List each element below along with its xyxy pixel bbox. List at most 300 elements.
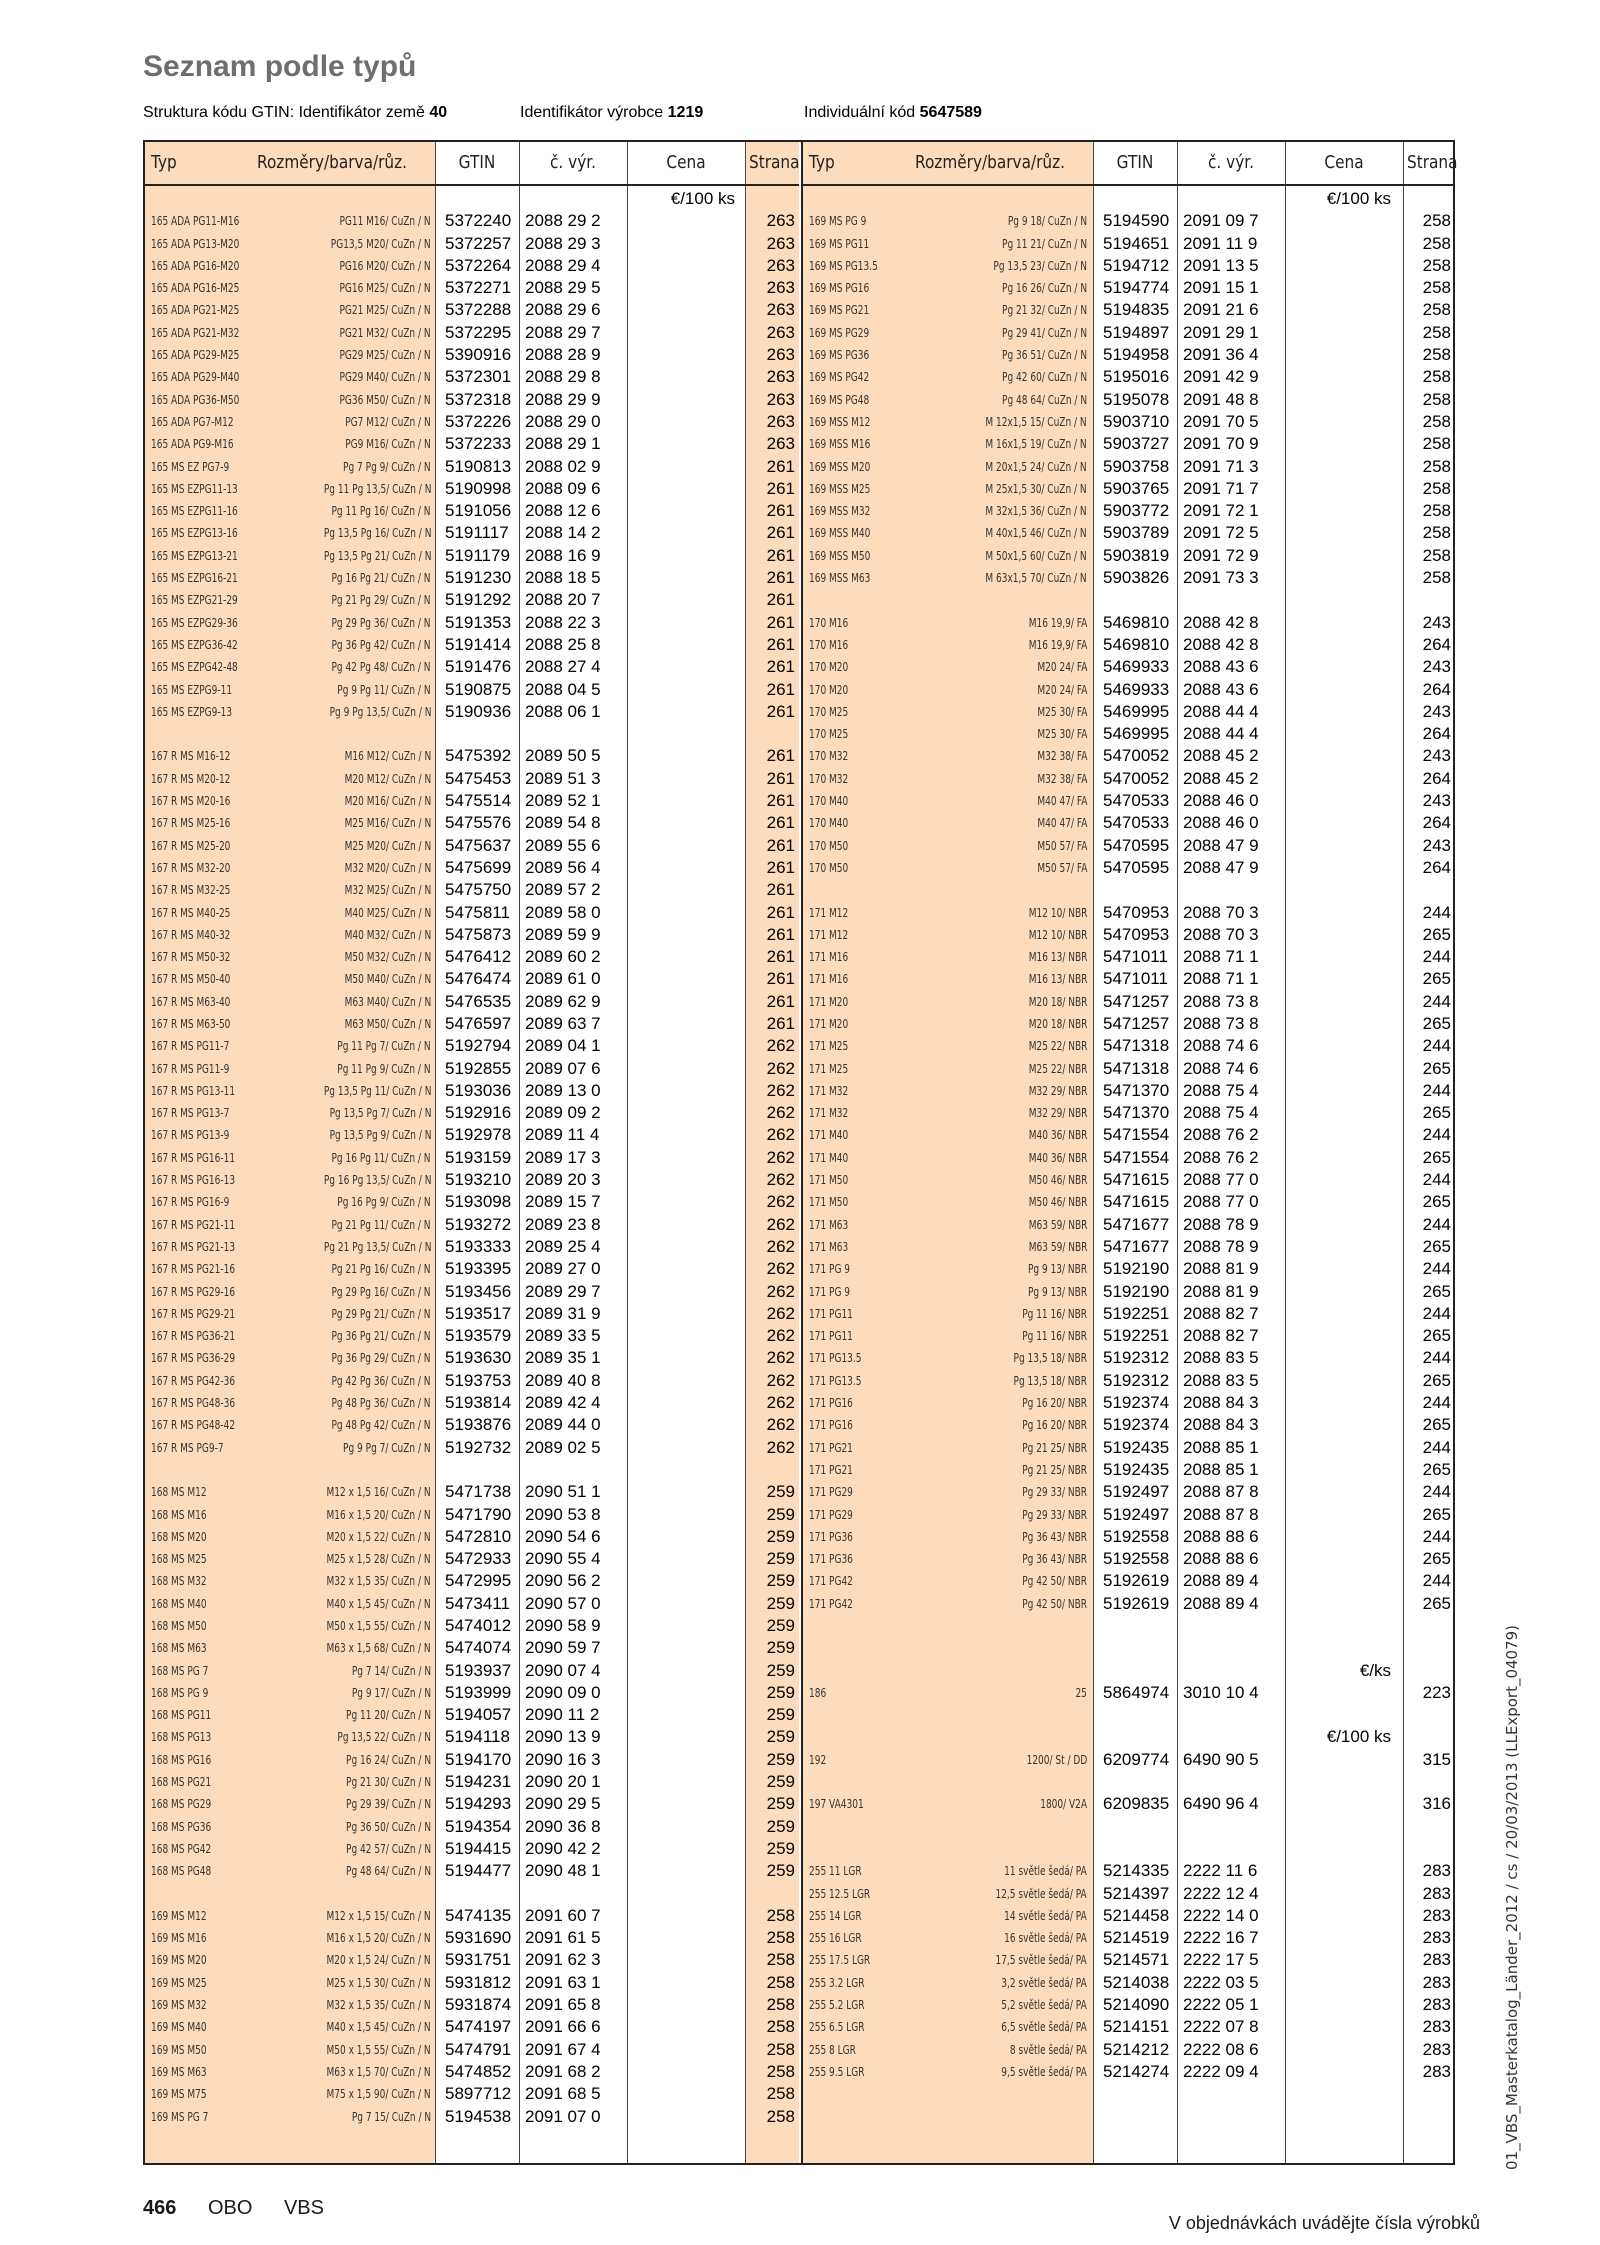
cell-cislo-vyrobku: 2088 14 2 [525, 523, 601, 543]
cell-cislo-vyrobku: 2088 43 6 [1183, 657, 1259, 677]
cell-cislo-vyrobku: 2222 17 5 [1183, 1950, 1259, 1970]
cell-typ: 167 R MS M63-50 [151, 1015, 231, 1031]
cell-cislo-vyrobku: 2089 27 0 [525, 1259, 601, 1279]
cell-typ: 168 MS M50 [151, 1618, 207, 1633]
cell-strana: 261 [766, 902, 795, 922]
cell-rozmery: 6,5 světle šedá/ PA [1001, 2019, 1087, 2035]
cell-rozmery: M50 57/ FA [1037, 859, 1087, 875]
table-row [145, 810, 799, 832]
table-row [803, 543, 1455, 565]
cell-typ: 255 11 LGR [809, 1863, 862, 1879]
cell-strana: 259 [766, 1727, 795, 1747]
cell-typ: 255 6.5 LGR [809, 2019, 865, 2035]
table-row [145, 632, 799, 654]
table-row [803, 2059, 1455, 2081]
cell-cislo-vyrobku: 2088 29 7 [525, 322, 601, 342]
cell-rozmery: Pg 36 Pg 29/ CuZn / N [331, 1350, 431, 1366]
cell-cislo-vyrobku: 2222 16 7 [1183, 1928, 1259, 1948]
cell-cislo-vyrobku: 2088 04 5 [525, 679, 601, 699]
table-row [145, 520, 799, 542]
table-row [145, 1345, 799, 1367]
cell-cislo-vyrobku: 2088 85 1 [1183, 1459, 1259, 1479]
cell-strana: 283 [1422, 1861, 1451, 1881]
table-row [145, 1724, 799, 1746]
cell-strana: 265 [1422, 1058, 1451, 1078]
cell-strana: 259 [766, 1861, 795, 1881]
table-row [145, 565, 799, 587]
cell-rozmery: Pg 9 13/ NBR [1027, 1261, 1087, 1277]
cell-cislo-vyrobku: 2089 59 9 [525, 924, 601, 944]
cell-strana: 261 [766, 657, 795, 677]
cell-gtin: 5193630 [445, 1348, 512, 1368]
cell-rozmery: 14 světle šedá/ PA [1004, 1907, 1087, 1923]
cell-typ: 165 ADA PG29-M40 [151, 369, 240, 385]
cell-strana: 262 [766, 1103, 795, 1123]
table-row [145, 1301, 799, 1323]
cell-cislo-vyrobku: 2088 89 4 [1183, 1571, 1259, 1591]
cell-strana: 261 [766, 501, 795, 521]
cell-cislo-vyrobku: 6490 90 5 [1183, 1749, 1259, 1769]
table-row [803, 1435, 1455, 1457]
cell-cislo-vyrobku: 2089 23 8 [525, 1214, 601, 1234]
cell-cislo-vyrobku: 2222 12 4 [1183, 1883, 1259, 1903]
table-row [803, 1591, 1455, 1613]
cell-typ: 169 MSS M12 [809, 413, 871, 429]
table-row [145, 1479, 799, 1501]
cell-typ: 168 MS M20 [151, 1528, 207, 1544]
cell-cislo-vyrobku: 2091 65 8 [525, 1995, 601, 2015]
cell-typ: 171 M63 [809, 1238, 849, 1254]
cell-strana: 258 [766, 1995, 795, 2015]
table-row [803, 1056, 1455, 1078]
cell-cislo-vyrobku: 2088 25 8 [525, 634, 601, 654]
cell-cislo-vyrobku: 2088 12 6 [525, 501, 601, 521]
cell-rozmery: M63 M40/ CuZn / N [344, 993, 431, 1009]
cell-typ: 167 R MS PG21-16 [151, 1261, 236, 1277]
cell-gtin: 5194057 [445, 1705, 512, 1725]
cell-strana: 259 [766, 1482, 795, 1502]
table-row [145, 855, 799, 877]
cell-strana: 258 [1422, 345, 1451, 365]
cell-rozmery: 11 světle šedá/ PA [1004, 1863, 1087, 1879]
cell-rozmery: M16 19,9/ FA [1028, 636, 1087, 652]
cell-strana: 259 [766, 1638, 795, 1658]
cell-rozmery: Pg 36 Pg 21/ CuZn / N [331, 1328, 431, 1344]
cell-gtin: 5471554 [1103, 1147, 1170, 1167]
cell-gtin: 5475392 [445, 746, 512, 766]
table-row [145, 1145, 799, 1167]
cell-rozmery: PG16 M25/ CuZn / N [339, 280, 431, 296]
cell-rozmery: Pg 7 Pg 9/ CuZn / N [343, 458, 431, 474]
table-row [803, 877, 1455, 899]
cell-strana: 315 [1422, 1749, 1451, 1769]
table-row [145, 476, 799, 498]
cell-rozmery: M32 x 1,5 35/ CuZn / N [326, 1997, 431, 2013]
cell-gtin: 5470953 [1103, 924, 1170, 944]
cell-cislo-vyrobku: 2088 85 1 [1183, 1437, 1259, 1457]
cell-rozmery: Pg 11 Pg 16/ CuZn / N [331, 503, 431, 519]
cell-strana: 261 [766, 523, 795, 543]
cell-gtin: 5191292 [445, 590, 512, 610]
cell-cislo-vyrobku: 2088 89 4 [1183, 1593, 1259, 1613]
cell-strana: 262 [766, 1393, 795, 1413]
cell-typ: 170 M20 [809, 659, 849, 675]
cell-strana: 258 [766, 2017, 795, 2037]
cell-gtin: 5469933 [1103, 679, 1170, 699]
cell-strana: 258 [766, 1928, 795, 1948]
table-row [803, 989, 1455, 1011]
cell-gtin: 5897712 [445, 2084, 512, 2104]
cell-typ: 255 14 LGR [809, 1907, 862, 1923]
cell-typ: 165 ADA PG16-M25 [151, 280, 240, 296]
cell-cislo-vyrobku: 2089 04 1 [525, 1036, 601, 1056]
cell-typ: 169 MS M16 [151, 1930, 207, 1946]
cell-rozmery: PG16 M20/ CuZn / N [339, 257, 431, 273]
cell-strana: 283 [1422, 2061, 1451, 2081]
cell-cislo-vyrobku: 2088 29 1 [525, 434, 601, 454]
cell-strana: 263 [766, 233, 795, 253]
cell-typ: 167 R MS M32-20 [151, 859, 231, 875]
header-cena: Cena [1324, 152, 1364, 173]
cell-rozmery: Pg 11 Pg 13,5/ CuZn / N [323, 480, 431, 496]
table-row [803, 297, 1455, 319]
cell-strana: 263 [766, 211, 795, 231]
cell-typ: 168 MS PG36 [151, 1818, 212, 1834]
cell-gtin: 5192497 [1103, 1504, 1170, 1524]
cell-rozmery: Pg 7 15/ CuZn / N [351, 2108, 431, 2124]
cell-cislo-vyrobku: 2091 63 1 [525, 1972, 601, 1992]
table-row [145, 1702, 799, 1724]
cell-gtin: 5475699 [445, 857, 512, 877]
table-row [145, 454, 799, 476]
cell-rozmery: 5,2 světle šedá/ PA [1001, 1997, 1087, 2013]
cell-cislo-vyrobku: 2091 07 0 [525, 2106, 601, 2126]
cell-cislo-vyrobku: 2088 45 2 [1183, 768, 1259, 788]
cell-typ: 171 M40 [809, 1127, 849, 1143]
cell-typ: 167 R MS PG29-16 [151, 1283, 236, 1299]
cell-cislo-vyrobku: 2091 09 7 [1183, 211, 1259, 231]
cell-rozmery: M 40x1,5 46/ CuZn / N [985, 525, 1087, 541]
cell-typ: 165 MS EZPG13-16 [151, 525, 238, 541]
table-row [803, 1234, 1455, 1256]
cell-cislo-vyrobku: 2088 81 9 [1183, 1259, 1259, 1279]
table-row [145, 208, 799, 230]
cell-strana: 264 [1422, 724, 1451, 744]
header-strana: Strana [1407, 152, 1458, 173]
table-row [145, 275, 799, 297]
cell-rozmery: M16 M12/ CuZn / N [344, 748, 431, 764]
page-title: Seznam podle typů [143, 50, 417, 83]
table-row [145, 1769, 799, 1791]
cell-cislo-vyrobku: 2089 61 0 [525, 969, 601, 989]
cell-gtin: 5372233 [445, 434, 512, 454]
cell-rozmery: M12 10/ NBR [1028, 904, 1087, 920]
cell-rozmery: 3,2 světle šedá/ PA [1001, 1974, 1087, 1990]
cell-rozmery: Pg 16 Pg 21/ CuZn / N [331, 570, 431, 586]
cell-cislo-vyrobku: 2088 29 6 [525, 300, 601, 320]
table-row [145, 699, 799, 721]
cell-cislo-vyrobku: 2088 29 8 [525, 367, 601, 387]
cell-typ: 171 M16 [809, 971, 849, 987]
table-row [145, 1122, 799, 1144]
cell-typ: 167 R MS M25-20 [151, 837, 231, 853]
table-row [145, 1390, 799, 1412]
cell-strana: 259 [766, 1593, 795, 1613]
cell-typ: 169 MS M32 [151, 1997, 207, 2013]
cell-strana: 261 [766, 568, 795, 588]
cell-gtin: 5471257 [1103, 991, 1170, 1011]
gtin-manufacturer-label: Identifikátor výrobce [520, 104, 664, 121]
cell-gtin: 5476597 [445, 1013, 512, 1033]
cell-cislo-vyrobku: 2091 68 5 [525, 2084, 601, 2104]
cell-typ: 171 PG29 [809, 1506, 853, 1522]
cell-cislo-vyrobku: 2088 84 3 [1183, 1393, 1259, 1413]
cell-strana: 258 [766, 1905, 795, 1925]
cell-cislo-vyrobku: 2088 06 1 [525, 701, 601, 721]
cell-gtin: 5903765 [1103, 478, 1170, 498]
cell-rozmery: Pg 9 17/ CuZn / N [351, 1684, 431, 1700]
cell-strana: 283 [1422, 2017, 1451, 2037]
cell-typ: 168 MS M40 [151, 1595, 207, 1611]
table-row [145, 409, 799, 431]
cell-strana: 258 [1422, 367, 1451, 387]
table-row [145, 1836, 799, 1858]
cell-typ: 167 R MS PG16-9 [151, 1194, 230, 1210]
table-row [803, 454, 1455, 476]
table-row [803, 565, 1455, 587]
page-number: 466 [143, 2197, 177, 2219]
cell-strana: 258 [1422, 389, 1451, 409]
table-row [145, 989, 799, 1011]
table-row [145, 922, 799, 944]
cell-rozmery: 1200/ St / DD [1026, 1751, 1087, 1767]
cell-rozmery: M25 x 1,5 28/ CuZn / N [326, 1551, 431, 1567]
cell-rozmery: M63 59/ NBR [1028, 1216, 1087, 1232]
cell-cislo-vyrobku: 2090 54 6 [525, 1526, 601, 1546]
header-cislo-vyrobku: č. výr. [1207, 152, 1255, 173]
cell-gtin: 5214458 [1103, 1905, 1170, 1925]
table-row [803, 743, 1455, 765]
cell-cislo-vyrobku: 2090 51 1 [525, 1482, 601, 1502]
rows-right [803, 186, 1455, 2081]
cell-rozmery: Pg 9 Pg 11/ CuZn / N [337, 681, 431, 697]
cell-cislo-vyrobku: 2091 61 5 [525, 1928, 601, 1948]
table-row [145, 2104, 799, 2126]
cell-rozmery: 9,5 světle šedá/ PA [1001, 2063, 1087, 2079]
cell-rozmery: Pg 11 Pg 9/ CuZn / N [337, 1060, 431, 1076]
cell-strana: 258 [1422, 434, 1451, 454]
table-row [803, 1680, 1455, 1702]
cell-rozmery: M50 M32/ CuZn / N [344, 949, 431, 965]
cell-cislo-vyrobku: 2088 76 2 [1183, 1125, 1259, 1145]
cell-cislo-vyrobku: 2090 42 2 [525, 1838, 601, 1858]
cell-gtin: 5191230 [445, 568, 512, 588]
cell-typ: 170 M40 [809, 815, 849, 831]
cell-cislo-vyrobku: 2088 47 9 [1183, 835, 1259, 855]
cell-gtin: 5191117 [445, 523, 509, 543]
cell-gtin: 5372226 [445, 411, 512, 431]
cell-strana: 261 [766, 679, 795, 699]
cell-cislo-vyrobku: 2089 40 8 [525, 1370, 601, 1390]
cell-typ: 167 R MS M32-25 [151, 882, 231, 898]
cell-strana: 262 [766, 1370, 795, 1390]
cell-strana: 259 [766, 1794, 795, 1814]
table-panel-left [145, 142, 799, 2163]
cell-cislo-vyrobku: 2090 09 0 [525, 1682, 601, 1702]
cell-rozmery: M50 46/ NBR [1028, 1194, 1087, 1210]
table-row [145, 320, 799, 342]
cell-gtin: 5190936 [445, 701, 512, 721]
gtin-structure-label: Struktura kódu GTIN: Identifikátor země [143, 104, 425, 121]
cell-rozmery: M32 29/ NBR [1028, 1082, 1087, 1098]
cell-cislo-vyrobku: 2089 02 5 [525, 1437, 601, 1457]
cell-gtin: 5190998 [445, 478, 512, 498]
cell-gtin: 5193937 [445, 1660, 512, 1680]
cell-gtin: 5474074 [445, 1638, 512, 1658]
table-row [803, 966, 1455, 988]
cell-strana: 262 [766, 1348, 795, 1368]
cell-rozmery: Pg 48 Pg 36/ CuZn / N [331, 1395, 431, 1411]
cell-strana: 258 [1422, 278, 1451, 298]
cell-gtin: 5471257 [1103, 1013, 1170, 1033]
cell-strana: 262 [766, 1058, 795, 1078]
cell-gtin: 5470052 [1103, 768, 1170, 788]
cell-gtin: 5470052 [1103, 746, 1170, 766]
cell-typ: 169 MS M20 [151, 1952, 207, 1968]
cell-gtin: 5474135 [445, 1905, 512, 1925]
cell-strana: 265 [1422, 1013, 1451, 1033]
cell-strana: 265 [1422, 1103, 1451, 1123]
cell-typ: 165 ADA PG11-M16 [151, 213, 240, 229]
cell-strana: 244 [1422, 947, 1451, 967]
table-row [803, 788, 1455, 810]
cell-gtin: 5475453 [445, 768, 512, 788]
header-cena: Cena [666, 152, 706, 173]
cell-rozmery: M40 M32/ CuZn / N [344, 926, 431, 942]
table-row [145, 766, 799, 788]
cell-strana: 258 [1422, 300, 1451, 320]
cell-strana: 258 [766, 2106, 795, 2126]
cell-strana: 261 [766, 456, 795, 476]
cell-cislo-vyrobku: 2088 29 2 [525, 211, 601, 231]
cell-strana: 263 [766, 345, 795, 365]
cell-cislo-vyrobku: 2088 70 3 [1183, 902, 1259, 922]
table-row [803, 342, 1455, 364]
cell-cislo-vyrobku: 2088 83 5 [1183, 1370, 1259, 1390]
table-row [803, 1613, 1455, 1635]
cell-rozmery: Pg 9 18/ CuZn / N [1007, 213, 1087, 229]
cell-cislo-vyrobku: 2088 83 5 [1183, 1348, 1259, 1368]
cell-strana: 261 [766, 857, 795, 877]
cell-rozmery: Pg 16 Pg 9/ CuZn / N [337, 1194, 431, 1210]
cell-typ: 167 R MS PG13-11 [151, 1082, 236, 1098]
cell-strana: 261 [766, 746, 795, 766]
cell-strana: 244 [1422, 1393, 1451, 1413]
cell-rozmery: M32 29/ NBR [1028, 1105, 1087, 1121]
cell-cislo-vyrobku: 2091 72 1 [1183, 501, 1259, 521]
cell-rozmery: Pg 36 Pg 42/ CuZn / N [331, 636, 431, 652]
table-row [145, 944, 799, 966]
cell-strana: 258 [766, 2061, 795, 2081]
cell-rozmery: Pg 29 Pg 16/ CuZn / N [331, 1283, 431, 1299]
cell-rozmery: M20 x 1,5 22/ CuZn / N [326, 1528, 431, 1544]
cell-rozmery: Pg 29 39/ CuZn / N [345, 1796, 431, 1812]
table-row [145, 677, 799, 699]
table-row [145, 1368, 799, 1390]
table-row [803, 387, 1455, 409]
cell-strana: 259 [766, 1660, 795, 1680]
cell-gtin: 5475514 [445, 791, 512, 811]
cell-cislo-vyrobku: 2088 70 3 [1183, 924, 1259, 944]
cell-gtin: 5192732 [445, 1437, 512, 1457]
cell-gtin: 5194712 [1103, 255, 1170, 275]
cell-strana: 244 [1422, 1080, 1451, 1100]
cell-strana: 244 [1422, 1437, 1451, 1457]
cell-cislo-vyrobku: 2222 05 1 [1183, 1995, 1259, 2015]
cell-gtin: 5193210 [445, 1170, 512, 1190]
table-row [803, 1279, 1455, 1301]
cell-cislo-vyrobku: 2089 44 0 [525, 1415, 601, 1435]
cell-cislo-vyrobku: 2222 14 0 [1183, 1905, 1259, 1925]
cell-typ: 169 MSS M40 [809, 525, 871, 541]
cell-cislo-vyrobku: 2089 56 4 [525, 857, 601, 877]
cell-typ: 167 R MS M50-32 [151, 949, 231, 965]
cell-rozmery: Pg 29 33/ NBR [1022, 1484, 1087, 1500]
cell-strana: 262 [766, 1259, 795, 1279]
cell-typ: 255 16 LGR [809, 1930, 862, 1946]
cell-gtin: 5372288 [445, 300, 512, 320]
header-strana: Strana [749, 152, 800, 173]
cell-gtin: 5190813 [445, 456, 512, 476]
cell-gtin: 5194897 [1103, 322, 1170, 342]
table-row [145, 1546, 799, 1568]
cell-gtin: 5192619 [1103, 1571, 1170, 1591]
cell-strana: 262 [766, 1170, 795, 1190]
cell-cislo-vyrobku: 2089 33 5 [525, 1326, 601, 1346]
cell-typ: 171 M20 [809, 1015, 849, 1031]
cell-cislo-vyrobku: 2088 88 6 [1183, 1549, 1259, 1569]
cell-typ: 167 R MS PG13-7 [151, 1105, 230, 1121]
cell-typ: 165 ADA PG9-M16 [151, 436, 234, 452]
cell-strana: 261 [766, 835, 795, 855]
cell-strana: 265 [1422, 1147, 1451, 1167]
table-row [803, 922, 1455, 944]
table-row [803, 587, 1455, 609]
cell-typ: 165 ADA PG16-M20 [151, 257, 240, 273]
cell-typ: 165 ADA PG7-M12 [151, 413, 234, 429]
cell-gtin: 5931812 [445, 1972, 512, 1992]
cell-rozmery: M32 x 1,5 35/ CuZn / N [326, 1573, 431, 1589]
cell-cislo-vyrobku: 2090 11 2 [525, 1705, 600, 1725]
cell-gtin: 5903727 [1103, 434, 1170, 454]
cell-strana: 263 [766, 367, 795, 387]
cell-rozmery: 12,5 světle šedá/ PA [995, 1885, 1087, 1901]
cell-strana: 258 [1422, 456, 1451, 476]
table-row [145, 186, 799, 208]
cell-typ: 171 M12 [809, 926, 849, 942]
cell-rozmery: M 12x1,5 15/ CuZn / N [985, 413, 1087, 429]
cell-gtin: 5469995 [1103, 701, 1170, 721]
cell-strana: 243 [1422, 791, 1451, 811]
cell-strana: 243 [1422, 701, 1451, 721]
cell-gtin: 5470953 [1103, 902, 1170, 922]
cell-typ: 171 PG21 [809, 1439, 853, 1455]
cell-strana: 283 [1422, 1928, 1451, 1948]
cell-typ: 169 MS PG 7 [151, 2108, 209, 2124]
table-row [145, 900, 799, 922]
table-row [145, 1435, 799, 1457]
cell-strana: 265 [1422, 1549, 1451, 1569]
